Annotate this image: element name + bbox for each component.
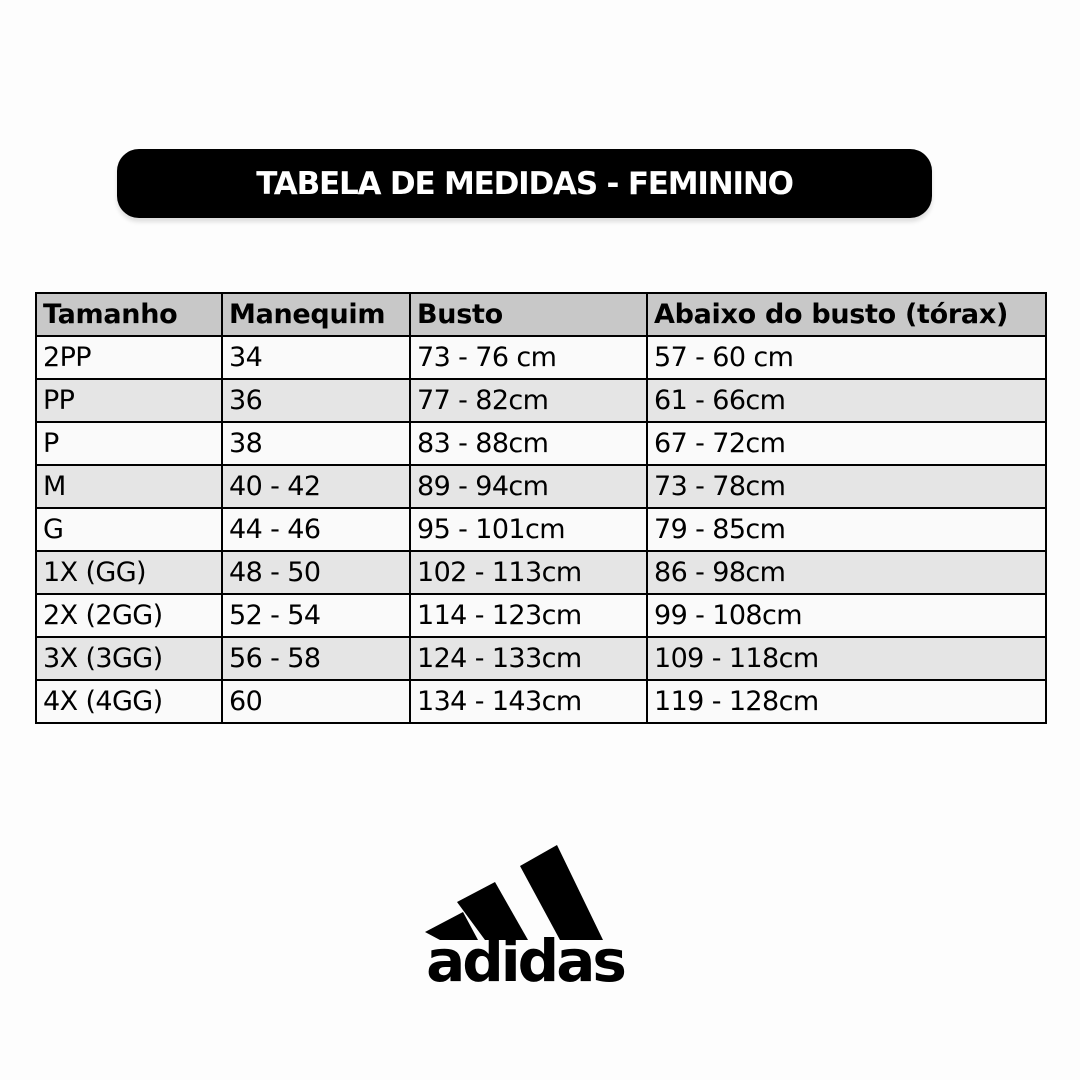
cell-manequim: 44 - 46 — [222, 508, 410, 551]
cell-abaixo-busto: 86 - 98cm — [647, 551, 1046, 594]
cell-busto: 114 - 123cm — [410, 594, 647, 637]
cell-busto: 124 - 133cm — [410, 637, 647, 680]
header-tamanho: Tamanho — [36, 293, 222, 336]
size-chart-table — [35, 292, 1047, 724]
table-row — [36, 508, 1046, 551]
table-row — [36, 680, 1046, 723]
table-row — [36, 422, 1046, 465]
cell-manequim: 38 — [222, 422, 410, 465]
cell-manequim: 40 - 42 — [222, 465, 410, 508]
cell-manequim: 48 - 50 — [222, 551, 410, 594]
cell-tamanho: M — [36, 465, 222, 508]
header-busto: Busto — [410, 293, 647, 336]
cell-tamanho: 4X (4GG) — [36, 680, 222, 723]
cell-manequim: 52 - 54 — [222, 594, 410, 637]
table-row — [36, 551, 1046, 594]
cell-busto: 83 - 88cm — [410, 422, 647, 465]
cell-tamanho: 3X (3GG) — [36, 637, 222, 680]
cell-tamanho: G — [36, 508, 222, 551]
title-banner — [117, 149, 932, 218]
cell-manequim: 56 - 58 — [222, 637, 410, 680]
table-header-row — [36, 293, 1046, 336]
table-row — [36, 465, 1046, 508]
cell-busto: 102 - 113cm — [410, 551, 647, 594]
cell-abaixo-busto: 57 - 60 cm — [647, 336, 1046, 379]
adidas-wordmark: adidas — [426, 927, 624, 995]
cell-tamanho: P — [36, 422, 222, 465]
table-row — [36, 336, 1046, 379]
cell-busto: 95 - 101cm — [410, 508, 647, 551]
table-row — [36, 637, 1046, 680]
cell-busto: 73 - 76 cm — [410, 336, 647, 379]
page-title: TABELA DE MEDIDAS - FEMININO — [256, 165, 793, 202]
cell-tamanho: PP — [36, 379, 222, 422]
table-row — [36, 594, 1046, 637]
cell-manequim: 34 — [222, 336, 410, 379]
cell-busto: 89 - 94cm — [410, 465, 647, 508]
cell-tamanho: 1X (GG) — [36, 551, 222, 594]
header-manequim: Manequim — [222, 293, 410, 336]
cell-busto: 77 - 82cm — [410, 379, 647, 422]
cell-tamanho: 2X (2GG) — [36, 594, 222, 637]
cell-abaixo-busto: 119 - 128cm — [647, 680, 1046, 723]
cell-tamanho: 2PP — [36, 336, 222, 379]
cell-abaixo-busto: 79 - 85cm — [647, 508, 1046, 551]
cell-abaixo-busto: 99 - 108cm — [647, 594, 1046, 637]
cell-abaixo-busto: 61 - 66cm — [647, 379, 1046, 422]
cell-abaixo-busto: 109 - 118cm — [647, 637, 1046, 680]
cell-manequim: 60 — [222, 680, 410, 723]
cell-abaixo-busto: 67 - 72cm — [647, 422, 1046, 465]
cell-abaixo-busto: 73 - 78cm — [647, 465, 1046, 508]
cell-busto: 134 - 143cm — [410, 680, 647, 723]
adidas-logo — [410, 842, 640, 1002]
table-row — [36, 379, 1046, 422]
cell-manequim: 36 — [222, 379, 410, 422]
header-abaixo-busto: Abaixo do busto (tórax) — [647, 293, 1046, 336]
